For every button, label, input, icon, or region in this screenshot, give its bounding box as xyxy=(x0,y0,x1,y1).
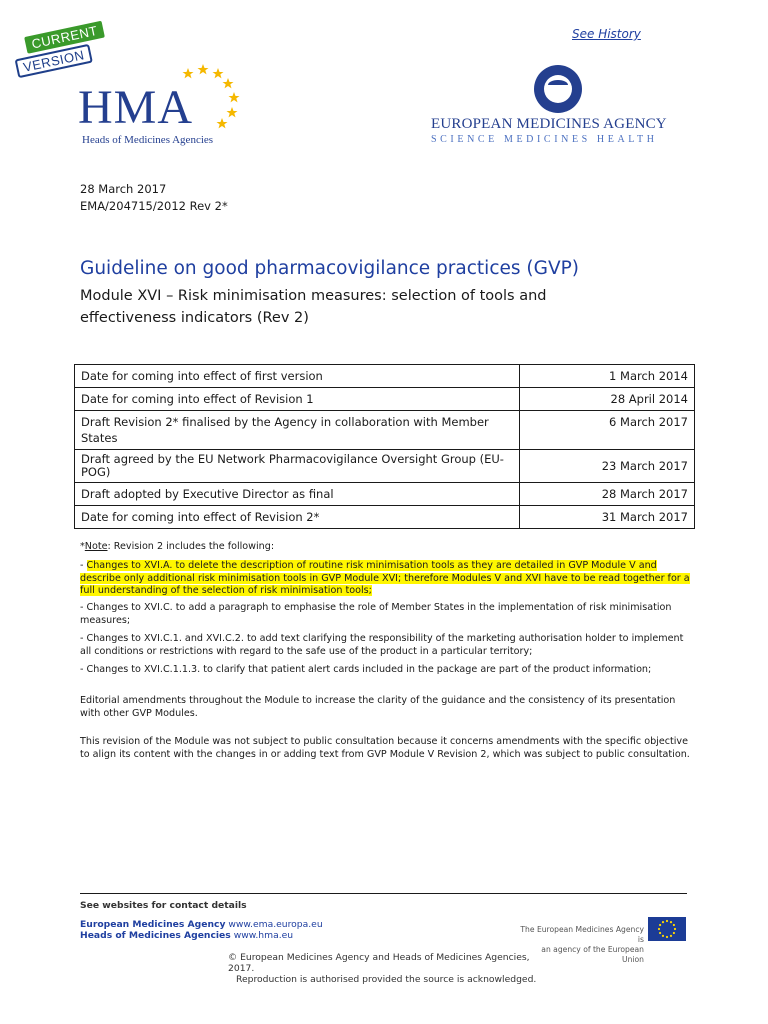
ema-logo-icon xyxy=(532,64,584,114)
dates-table xyxy=(74,364,695,529)
hma-logo xyxy=(78,62,258,152)
row-label: Draft Revision 2* finalised by the Agency in collaboration with Member States xyxy=(75,411,520,450)
ema-name: EUROPEAN MEDICINES AGENCY xyxy=(431,116,667,132)
footer-ema-url[interactable]: www.ema.europa.eu xyxy=(228,919,323,930)
note-item-3: - Changes to XVI.C.1. and XVI.C.2. to add text clarifying the responsibility of the marketing authorisation holder to implement all conditions or restrictions with regard to the safe use of the product in a particular territory; xyxy=(80,633,684,657)
table-row xyxy=(75,483,695,506)
copyright-line2: Reproduction is authorised provided the source is acknowledged. xyxy=(236,974,537,985)
footer-hma xyxy=(80,930,293,941)
table-row xyxy=(75,506,695,529)
page-title: Guideline on good pharmacovigilance practices (GVP) xyxy=(80,258,579,279)
row-label: Draft agreed by the EU Network Pharmacovigilance Oversight Group (EU-POG) xyxy=(75,450,520,483)
copyright-line1: © European Medicines Agency and Heads of Medicines Agencies, 2017. xyxy=(228,952,530,974)
hma-acronym: HMA xyxy=(78,81,194,134)
footer-ema xyxy=(80,919,323,930)
stamp-version: VERSION xyxy=(15,44,93,78)
stamp-current: CURRENT xyxy=(24,21,105,54)
table-row xyxy=(75,388,695,411)
footer-hma-name: Heads of Medicines Agencies xyxy=(80,930,231,941)
note-item-1 xyxy=(80,560,692,598)
see-history-link[interactable]: See History xyxy=(572,27,641,41)
note-consultation: This revision of the Module was not subject to public consultation because it concerns amendments with the specific objective to align its content with the changes in or adding text from GVP Module V Revision 2, which was subject to public consultation. xyxy=(80,736,690,760)
hma-full-name: Heads of Medicines Agencies xyxy=(82,134,214,146)
row-label: Date for coming into effect of Revision 1 xyxy=(75,388,520,411)
note-dash: - xyxy=(80,560,87,571)
page-subtitle: Module XVI – Risk minimisation measures: selection of tools and effectiveness indicators (Rev 2) xyxy=(80,288,547,326)
row-value: 28 April 2014 xyxy=(520,388,695,411)
note-intro-text: : Revision 2 includes the following: xyxy=(107,541,275,552)
footer-contact: See websites for contact details xyxy=(80,900,247,911)
row-value: 31 March 2017 xyxy=(520,506,695,529)
row-label: Date for coming into effect of Revision 2* xyxy=(75,506,520,529)
note-intro xyxy=(80,541,692,554)
table-row xyxy=(75,450,695,483)
note-item-2: - Changes to XVI.C. to add a paragraph to emphasise the role of Member States in the implementation of risk minimisation measures; xyxy=(80,602,672,626)
footer-divider xyxy=(80,893,687,894)
row-value: 1 March 2014 xyxy=(520,365,695,388)
row-value: 28 March 2017 xyxy=(520,483,695,506)
table-row xyxy=(75,365,695,388)
note-item-4: - Changes to XVI.C.1.1.3. to clarify that patient alert cards included in the package are part of the product information; xyxy=(80,664,652,675)
copyright xyxy=(228,952,558,985)
eu-note-line1: The European Medicines Agency is xyxy=(520,925,644,944)
note-editorial: Editorial amendments throughout the Module to increase the clarity of the guidance and the consistency of its presentation with other GVP Modules. xyxy=(80,695,676,719)
document-reference: EMA/204715/2012 Rev 2* xyxy=(80,199,228,213)
row-label: Date for coming into effect of first version xyxy=(75,365,520,388)
row-value: 6 March 2017 xyxy=(520,411,695,450)
eu-note-line2: an agency of the European Union xyxy=(541,945,644,964)
note-label: Note xyxy=(84,541,108,552)
footer-ema-name: European Medicines Agency xyxy=(80,919,226,930)
table-row xyxy=(75,411,695,450)
row-value: 23 March 2017 xyxy=(520,450,695,483)
ema-tagline: SCIENCE MEDICINES HEALTH xyxy=(431,134,658,145)
note-star: * xyxy=(80,541,85,552)
highlighted-change: Changes to XVI.A. to delete the description of routine risk minimisation tools as they are detailed in GVP Module V and describe only additional risk minimisation tools in GVP Module XVI; therefore Modules V and XVI have to be read together for a full understanding of the selection of risk minimisation tools; xyxy=(80,560,690,596)
row-label: Draft adopted by Executive Director as final xyxy=(75,483,520,506)
document-date: 28 March 2017 xyxy=(80,182,167,196)
footer-hma-url[interactable]: www.hma.eu xyxy=(233,930,294,941)
eu-flag-icon xyxy=(648,917,686,941)
